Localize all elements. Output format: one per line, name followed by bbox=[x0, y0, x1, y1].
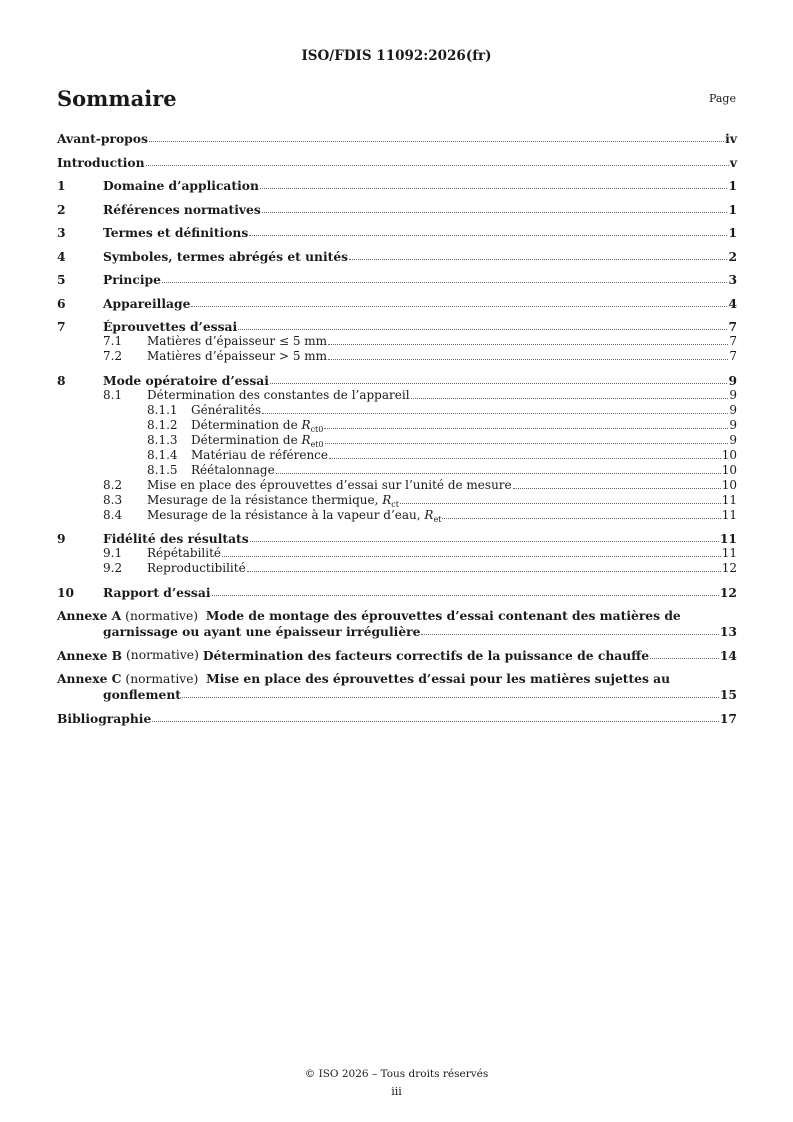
toc-entry-page: v bbox=[729, 154, 737, 170]
toc-entry-2[interactable] bbox=[57, 202, 737, 217]
toc-entry-10[interactable] bbox=[57, 585, 737, 600]
toc-entry-label: Symboles, termes abrégés et unités bbox=[103, 248, 349, 264]
toc-entry-number: 9.2 bbox=[103, 561, 123, 575]
toc-entry-page: 9 bbox=[729, 417, 737, 432]
toc-entry-page: 12 bbox=[721, 561, 737, 575]
toc-entry-4[interactable] bbox=[57, 249, 737, 264]
toc-entry-label: Reproductibilité bbox=[147, 561, 246, 575]
page-title: Sommaire bbox=[57, 86, 177, 111]
document-id: ISO/FDIS 11092:2026(fr) bbox=[301, 48, 492, 64]
toc-entry-label: Détermination des constantes de l’appareil bbox=[147, 387, 410, 402]
toc-entry-page: 14 bbox=[719, 647, 737, 663]
toc-entry-page: 10 bbox=[721, 462, 737, 477]
toc-entry-page: 3 bbox=[728, 272, 737, 287]
symbol-subscript: ct bbox=[391, 499, 399, 509]
toc-entry-8-3[interactable] bbox=[57, 493, 737, 508]
toc-entry-label: Fidélité des résultats bbox=[103, 531, 249, 546]
toc-entry-label: Principe bbox=[103, 272, 161, 287]
toc-entry-number: 4 bbox=[57, 248, 66, 264]
toc-entry-foreword[interactable] bbox=[57, 131, 737, 146]
symbol-subscript: ct0 bbox=[310, 424, 324, 434]
toc-entry-number: 6 bbox=[57, 295, 66, 311]
toc-entry-7-1[interactable] bbox=[57, 334, 737, 349]
annex-type: (normative) bbox=[126, 647, 199, 662]
toc-entry-8-1-2[interactable] bbox=[57, 418, 737, 433]
toc-entry-number: 8.3 bbox=[103, 492, 123, 507]
toc-entry-label: Mode opératoire d’essai bbox=[103, 372, 269, 388]
toc-entry-annex-c[interactable] bbox=[57, 671, 737, 702]
symbol-subscript: et0 bbox=[310, 439, 324, 449]
annex-prefix: Annexe A bbox=[57, 608, 122, 623]
toc-entry-page: 7 bbox=[729, 349, 737, 363]
toc-entry-label: Matières d’épaisseur > 5 mm bbox=[147, 349, 328, 363]
toc-entry-page: iv bbox=[725, 131, 737, 146]
toc-entry-9-1[interactable] bbox=[57, 546, 737, 561]
toc-entry-number: 8.4 bbox=[103, 507, 123, 522]
toc-entry-label: Répétabilité bbox=[147, 546, 222, 560]
toc-entry-page: 4 bbox=[728, 295, 737, 311]
toc-entry-7[interactable] bbox=[57, 319, 737, 334]
toc-entry-page: 11 bbox=[721, 546, 737, 560]
annex-title-line2: garnissage ou ayant une épaisseur irrégulière bbox=[103, 624, 421, 639]
toc-entry-label: Références normatives bbox=[103, 201, 261, 217]
annex-prefix: Annexe C bbox=[57, 671, 122, 686]
toc-entry-label: Avant-propos bbox=[57, 131, 148, 146]
toc-entry-page: 10 bbox=[721, 447, 737, 462]
toc-entry-page: 2 bbox=[728, 248, 737, 264]
toc-entry-label: Appareillage bbox=[103, 295, 191, 311]
toc-entry-8-1-5[interactable] bbox=[57, 463, 737, 478]
toc-entry-7-2[interactable] bbox=[57, 349, 737, 364]
toc-entry-label: Bibliographie bbox=[57, 710, 152, 726]
toc-entry-page: 1 bbox=[728, 225, 737, 240]
toc-entry-page: 9 bbox=[729, 387, 737, 402]
page-column-label: Page bbox=[708, 92, 736, 105]
toc-entry-label: Termes et définitions bbox=[103, 225, 249, 240]
toc-entry-page: 15 bbox=[719, 687, 737, 702]
toc-entry-bibliography[interactable] bbox=[57, 711, 737, 726]
toc-entry-page: 11 bbox=[719, 531, 737, 546]
annex-prefix: Annexe B bbox=[57, 647, 123, 663]
toc-entry-page: 12 bbox=[719, 584, 737, 600]
toc-entry-8[interactable] bbox=[57, 373, 737, 388]
toc-entry-number: 2 bbox=[57, 201, 66, 217]
toc-entry-label: Détermination de bbox=[191, 417, 302, 432]
toc-entry-introduction[interactable] bbox=[57, 155, 737, 170]
copyright-notice: © ISO 2026 – Tous droits réservés bbox=[304, 1068, 489, 1080]
toc-entry-page: 1 bbox=[728, 178, 737, 193]
toc-entry-number: 7.2 bbox=[103, 349, 123, 363]
page-number: iii bbox=[391, 1085, 402, 1098]
annex-title-line1: Mode de montage des éprouvettes d’essai contenant des matières de bbox=[205, 608, 681, 623]
toc-entry-page: 1 bbox=[728, 201, 737, 217]
toc-entry-annex-b[interactable] bbox=[57, 648, 737, 663]
annex-title: Détermination des facteurs correctifs de la puissance de chauffe bbox=[202, 647, 650, 663]
toc-entry-3[interactable] bbox=[57, 225, 737, 240]
toc-entry-number: 8.1.4 bbox=[147, 447, 178, 462]
toc-entry-label: Détermination de bbox=[191, 432, 302, 447]
toc-entry-annex-a[interactable] bbox=[57, 608, 737, 639]
symbol: R bbox=[424, 507, 434, 522]
toc-entry-page: 7 bbox=[728, 319, 737, 334]
toc-entry-number: 8.1.5 bbox=[147, 462, 178, 477]
toc-entry-label: Réétalonnage bbox=[191, 462, 275, 477]
toc-entry-label: Introduction bbox=[57, 154, 145, 170]
annex-title-line1: Mise en place des éprouvettes d’essai pour les matières sujettes au bbox=[206, 671, 671, 686]
toc-entry-8-1[interactable] bbox=[57, 388, 737, 403]
toc-entry-number: 8 bbox=[57, 372, 66, 388]
toc-entry-number: 8.1.2 bbox=[147, 417, 178, 432]
toc-entry-page: 9 bbox=[729, 402, 737, 417]
toc-entry-8-1-4[interactable] bbox=[57, 448, 737, 463]
toc-entry-label: Généralités bbox=[191, 402, 262, 417]
toc-entry-number: 8.1 bbox=[103, 387, 123, 402]
symbol: R bbox=[382, 492, 392, 507]
toc-entry-label: Mesurage de la résistance à la vapeur d’eau, bbox=[147, 507, 425, 522]
toc-entry-1[interactable] bbox=[57, 178, 737, 193]
toc-entry-page: 11 bbox=[721, 507, 737, 522]
toc-entry-number: 5 bbox=[57, 272, 66, 287]
toc-entry-page: 7 bbox=[729, 334, 737, 348]
toc-entry-number: 8.1.3 bbox=[147, 432, 178, 447]
toc-entry-number: 9 bbox=[57, 531, 66, 546]
annex-type: (normative) bbox=[125, 672, 199, 686]
toc-entry-page: 13 bbox=[719, 624, 737, 639]
symbol-subscript: et bbox=[433, 514, 442, 524]
toc-entry-number: 8.1.1 bbox=[147, 402, 178, 417]
toc-entry-number: 3 bbox=[57, 225, 66, 240]
toc-entry-number: 1 bbox=[57, 178, 66, 193]
toc-entry-page: 9 bbox=[728, 372, 737, 388]
symbol: R bbox=[301, 417, 311, 432]
toc-entry-5[interactable] bbox=[57, 272, 737, 287]
toc-entry-6[interactable] bbox=[57, 296, 737, 311]
toc-entry-number: 9.1 bbox=[103, 546, 123, 560]
annex-type: (normative) bbox=[125, 609, 199, 623]
toc-entry-number: 8.2 bbox=[103, 477, 123, 492]
toc-entry-8-4[interactable] bbox=[57, 508, 737, 523]
annex-title-line2: gonflement bbox=[103, 687, 181, 702]
toc-entry-number: 7.1 bbox=[103, 334, 123, 348]
toc-entry-label: Rapport d’essai bbox=[103, 584, 211, 600]
toc-entry-9-2[interactable] bbox=[57, 561, 737, 576]
toc-entry-page: 9 bbox=[729, 432, 737, 447]
toc-entry-8-2[interactable] bbox=[57, 478, 737, 493]
toc-entry-page: 11 bbox=[721, 492, 737, 507]
toc-entry-number: 10 bbox=[57, 584, 75, 600]
table-of-contents bbox=[57, 131, 737, 726]
toc-entry-9[interactable] bbox=[57, 531, 737, 546]
toc-entry-label: Mesurage de la résistance thermique, bbox=[147, 492, 383, 507]
symbol: R bbox=[301, 432, 311, 447]
toc-entry-label: Matériau de référence bbox=[191, 447, 329, 462]
toc-entry-label: Domaine d’application bbox=[103, 178, 259, 193]
toc-entry-label: Mise en place des éprouvettes d’essai sur l’unité de mesure bbox=[147, 477, 512, 492]
toc-entry-8-1-3[interactable] bbox=[57, 433, 737, 448]
toc-entry-8-1-1[interactable] bbox=[57, 403, 737, 418]
toc-entry-number: 7 bbox=[57, 319, 66, 334]
toc-entry-page: 10 bbox=[721, 477, 737, 492]
toc-entry-label: Matières d’épaisseur ≤ 5 mm bbox=[147, 334, 328, 348]
toc-entry-label: Éprouvettes d’essai bbox=[103, 319, 238, 334]
toc-entry-page: 17 bbox=[719, 710, 737, 726]
